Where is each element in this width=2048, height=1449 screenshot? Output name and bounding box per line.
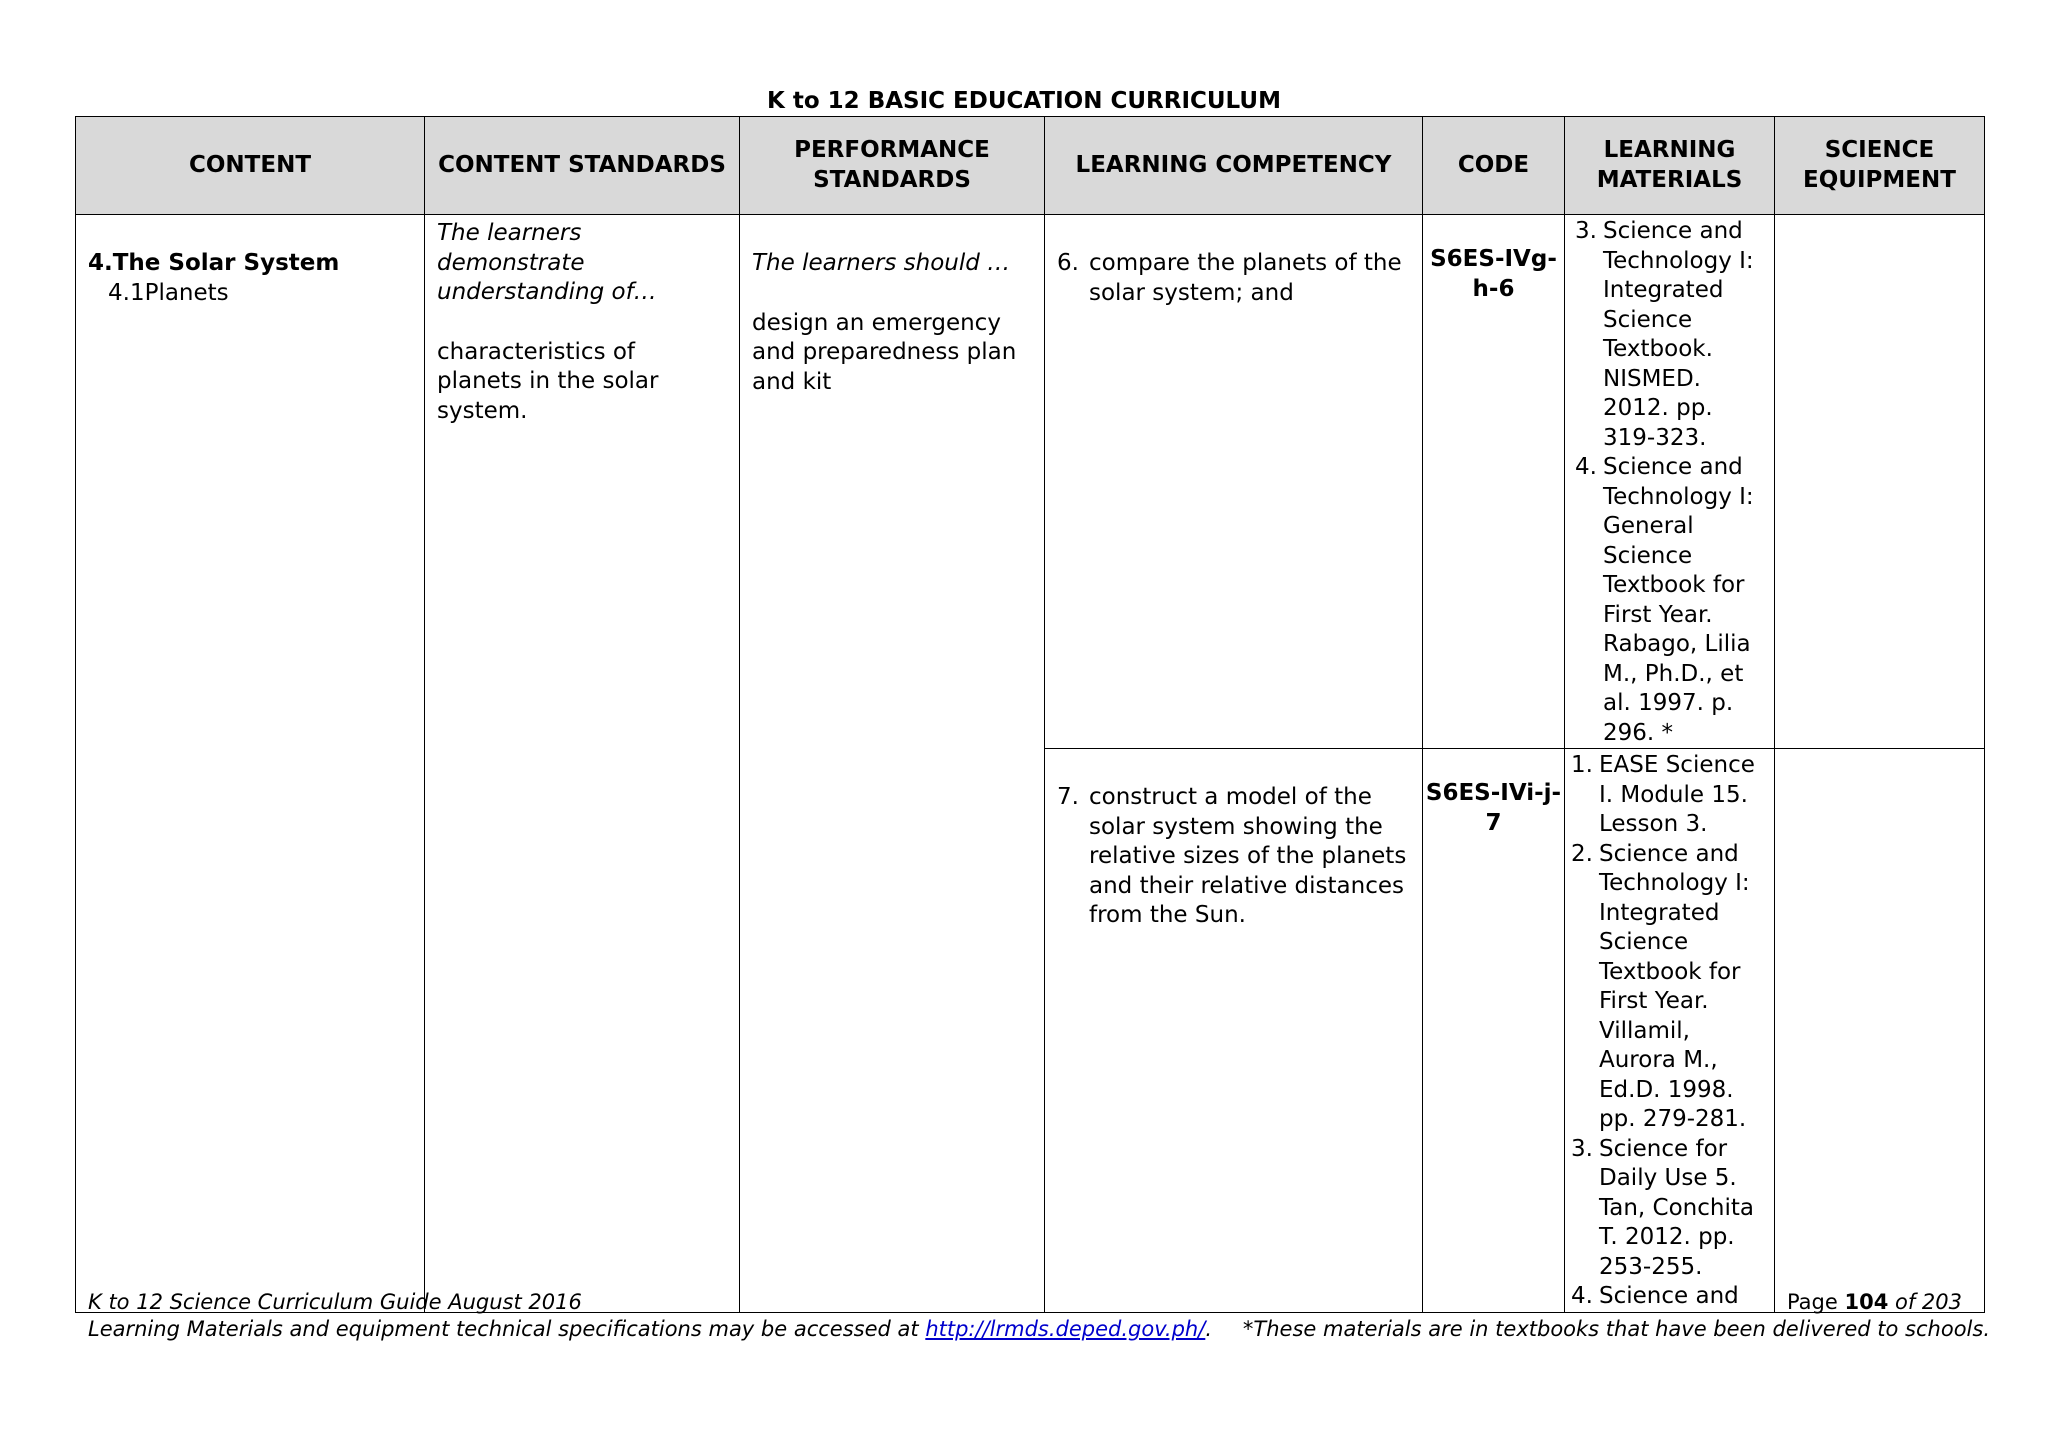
- materials-cell: [1565, 215, 1775, 749]
- table-row: [76, 215, 1985, 749]
- list-item: 2. Science and Technology I: Integrated Science Textbook for First Year. Villamil, Aurora M., Ed.D. 1998. pp. 279-281.: [1571, 840, 1750, 1132]
- header-row: [76, 117, 1985, 215]
- header-content: CONTENT: [76, 117, 425, 215]
- curriculum-table: [75, 116, 1985, 1313]
- competency-number: 7.: [1057, 784, 1079, 810]
- header-learning-competency: LEARNING COMPETENCY: [1045, 117, 1423, 215]
- content-standards-cell: [425, 215, 740, 1313]
- document-title: K to 12 BASIC EDUCATION CURRICULUM: [767, 88, 1281, 114]
- content-cell: [76, 215, 425, 1313]
- competency-text: construct a model of the solar system showing the relative sizes of the planets and their relative distances from the Sun.: [1089, 784, 1407, 928]
- materials-list: [1565, 751, 1766, 1312]
- competency-cell: [1045, 749, 1423, 1313]
- competency-number: 6.: [1057, 250, 1079, 276]
- performance-standards-cell: [740, 215, 1045, 1313]
- footer-guide: K to 12 Science Curriculum Guide August 2016: [88, 1290, 582, 1314]
- footer-access: Learning Materials and equipment technical specifications may be accessed at http://lrmds.deped.gov.ph/.: [88, 1317, 1212, 1341]
- performance-standards-text: design an emergency and preparedness plan and kit: [752, 309, 1017, 395]
- lrmds-link[interactable]: http://lrmds.deped.gov.ph/: [925, 1317, 1206, 1341]
- materials-list: [1569, 217, 1766, 748]
- footer-left: [88, 1289, 1212, 1343]
- footer-right: [1243, 1289, 1990, 1343]
- content-standards-intro: The learners demonstrate understanding of…: [437, 220, 657, 305]
- header-content-standards: CONTENT STANDARDS: [425, 117, 740, 215]
- list-item: 3. Science and Technology I: Integrated Science Textbook. NISMED. 2012. pp. 319-323.: [1575, 218, 1754, 451]
- competency-code: S6ES-IVi-j-7: [1425, 780, 1562, 836]
- header-code: CODE: [1423, 117, 1565, 215]
- content-subtopic: 4.1Planets: [108, 279, 229, 306]
- page-number: 104: [1844, 1290, 1889, 1314]
- header-learning-materials: LEARNING MATERIALS: [1565, 117, 1775, 215]
- performance-standards-intro: The learners should …: [752, 250, 1011, 276]
- equipment-cell: [1775, 215, 1985, 749]
- equipment-cell: [1775, 749, 1985, 1313]
- code-cell: [1423, 215, 1565, 749]
- header-performance-standards: PERFORMANCE STANDARDS: [740, 117, 1045, 215]
- list-item: 4. Science and Technology I: General Science Textbook for First Year. Rabago, Lilia M., Ph.D., et al. 1997. p. 296. *: [1575, 454, 1754, 746]
- list-item: 4. Science and: [1571, 1283, 1739, 1309]
- footer-note: *These materials are in textbooks that have been delivered to schools.: [1242, 1317, 1990, 1341]
- materials-cell: [1565, 749, 1775, 1313]
- competency-code: S6ES-IVg-h-6: [1430, 246, 1557, 302]
- list-item: 3. Science for Daily Use 5. Tan, Conchita T. 2012. pp. 253-255.: [1571, 1135, 1754, 1280]
- header-science-equipment: SCIENCE EQUIPMENT: [1775, 117, 1985, 215]
- content-standards-text: characteristics of planets in the solar system.: [437, 338, 659, 424]
- content-title: 4.The Solar System: [88, 250, 340, 276]
- list-item: 1. EASE Science I. Module 15. Lesson 3.: [1571, 752, 1755, 837]
- competency-cell: [1045, 215, 1423, 749]
- page-indicator: Page 104 of 203: [1786, 1290, 1962, 1314]
- code-cell: [1423, 749, 1565, 1313]
- competency-text: compare the planets of the solar system; and: [1089, 250, 1402, 306]
